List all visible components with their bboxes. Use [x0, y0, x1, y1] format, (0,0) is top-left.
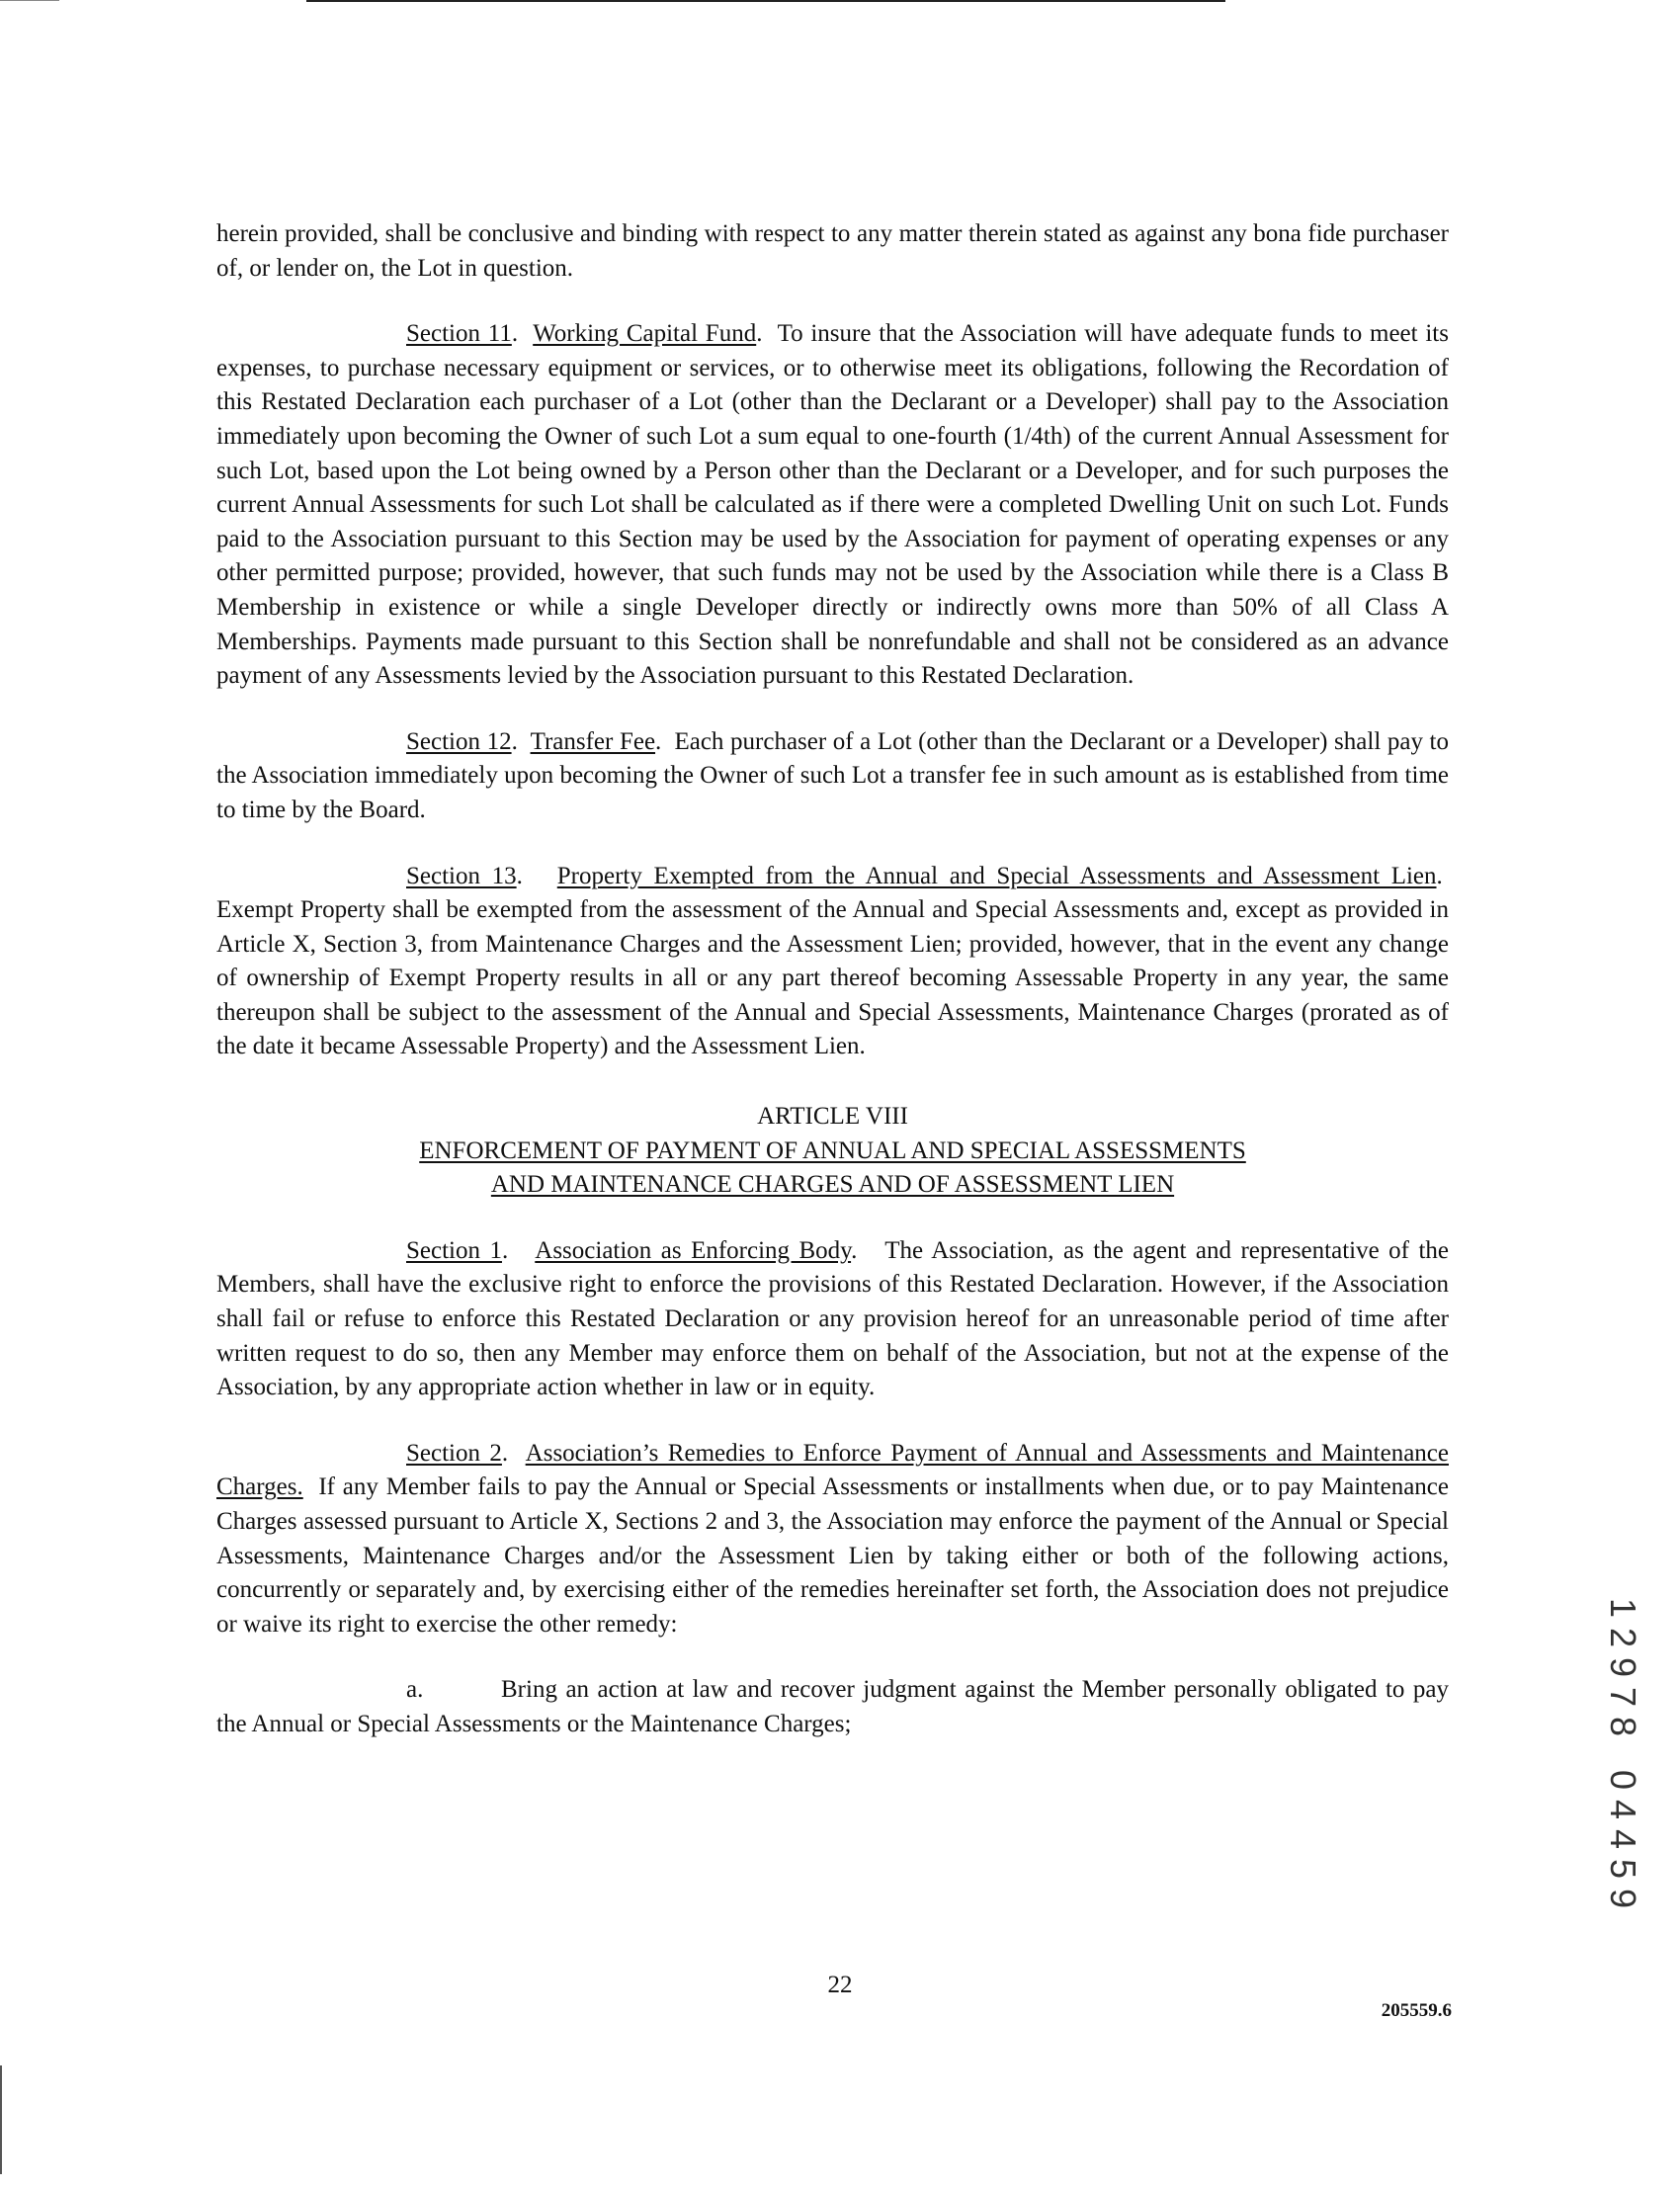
list-item-a-text: Bring an action at law and recover judgment against the Member personally obligated to pay the Annual or Special Assessments or the Maintenance Charges;	[216, 1676, 1449, 1737]
recording-stamp	[1603, 1593, 1642, 1913]
scan-left-mark	[0, 2065, 2, 2174]
section-12-paragraph: Section 12. Transfer Fee. Each purchaser of a Lot (other than the Declarant or a Developer) shall pay to the Association immediately upon becoming the Owner of such Lot a transfer fee in such amount as is established from time to time by the Board.	[216, 727, 1449, 823]
document-id: 205559.6	[1381, 2000, 1452, 2021]
stamp-digit: 8	[1603, 1716, 1643, 1737]
scan-edge-mark	[0, 0, 59, 1]
document-page	[216, 217, 1449, 1742]
stamp-digit: 9	[1603, 1888, 1643, 1909]
scan-top-rule	[306, 0, 1225, 2]
section-11-paragraph: Section 11. Working Capital Fund. To insure that the Association will have adequate funds to meet its expenses, to purchase necessary equipment or services, or to otherwise meet its obligations, following the Recordation of this Restated Declaration each purchaser of a Lot (other than the Declarant or a Developer) shall pay to the Association immediately upon becoming the Owner of such Lot a sum equal to one-fourth (1/4th) of the current Annual Assessment for such Lot, based upon the Lot being owned by a Person other than the Declarant or a Developer, and for such purposes the current Annual Assessments for such Lot shall be calculated as if there were a completed Dwelling Unit on such Lot. Funds paid to the Association pursuant to this Section may be used by the Association for payment of operating expenses or any other permitted purpose; provided, however, that such funds may not be used by the Association while there is a Class B Membership in existence or while a single Developer directly or indirectly owns more than 50% of all Class A Memberships. Payments made pursuant to this Section shall be nonrefundable and shall not be considered as an advance payment of any Assessments levied by the Association pursuant to this Restated Declaration.	[216, 320, 1449, 690]
list-item-a	[216, 1673, 1449, 1741]
article-section-1-title: Association as Enforcing Body	[535, 1236, 852, 1264]
article-section-2-title: Association’s Remedies to Enforce Payment of Annual and Assessments and Maintenance Charges.	[216, 1439, 1449, 1501]
section-12-title: Transfer Fee	[530, 727, 656, 755]
section-11-number: Section 11	[406, 320, 512, 348]
section-13-body: Exempt Property shall be exempted from the assessment of the Annual and Special Assessments and, except as provided in Article X, Section 3, from Maintenance Charges and the Assessment Lien; provided, however, that in the event any change of ownership of Exempt Property results in all or any part thereof becoming Assessable Property in any year, the same thereupon shall be subject to the assessment of the Annual and Special Assessments, Maintenance Charges (prorated as of the date it became Assessable Property) and the Assessment Lien.	[216, 896, 1449, 1060]
article-heading	[216, 1100, 1449, 1203]
article-title-line-2: AND MAINTENANCE CHARGES AND OF ASSESSMENT LIEN	[490, 1171, 1175, 1199]
section-13-title: Property Exempted from the Annual and Special Assessments and Assessment Lien	[556, 862, 1437, 889]
article-section-1-paragraph: Section 1. Association as Enforcing Body. The Association, as the agent and representative of the Members, shall have the exclusive right to enforce the provisions of this Restated Declaration. However, if the Association shall fail or refuse to enforce this Restated Declaration or any provision hereof for an unreasonable period of time after written request to do so, then any Member may enforce them on behalf of the Association, but not at the expense of the Association, by any appropriate action whether in law or in equity.	[216, 1236, 1449, 1401]
page-number: 22	[827, 1972, 853, 1998]
article-title-line-1: ENFORCEMENT OF PAYMENT OF ANNUAL AND SPECIAL ASSESSMENTS	[419, 1136, 1246, 1164]
section-12-body: Each purchaser of a Lot (other than the Declarant or a Developer) shall pay to the Association immediately upon becoming the Owner of such Lot a transfer fee in such amount as is established from time to time by the Board.	[216, 727, 1449, 823]
article-section-2-paragraph: Section 2. Association’s Remedies to Enforce Payment of Annual and Assessments and Maintenance Charges. If any Member fails to pay the Annual or Special Assessments or installments when due, or to pay Maintenance Charges assessed pursuant to Article X, Sections 2 and 3, the Association may enforce the payment of the Annual or Special Assessments, Maintenance Charges and/or the Assessment Lien by taking either or both of the following actions, concurrently or separately and, by exercising either of the remedies hereinafter set forth, the Association does not prejudice or waive its right to exercise the other remedy:	[216, 1439, 1449, 1638]
continuation-paragraph: herein provided, shall be conclusive and binding with respect to any matter therein stated as against any bona fide purchaser of, or lender on, the Lot in question.	[216, 220, 1449, 282]
article-section-2-body: If any Member fails to pay the Annual or Special Assessments or installments when due, or to pay Maintenance Charges assessed pursuant to Article X, Sections 2 and 3, the Association may enforce the payment of the Annual or Special Assessments, Maintenance Charges and/or the Assessment Lien by taking either or both of the following actions, concurrently or separately and, by exercising either of the remedies hereinafter set forth, the Association does not prejudice or waive its right to exercise the other remedy:	[216, 1473, 1449, 1638]
section-13-paragraph: Section 13. Property Exempted from the Annual and Special Assessments and Assessment Lien. Exempt Property shall be exempted from the assessment of the Annual and Special Assessments and, except as provided in Article X, Section 3, from Maintenance Charges and the Assessment Lien; provided, however, that in the event any change of ownership of Exempt Property results in all or any part thereof becoming Assessable Property in any year, the same thereupon shall be subject to the assessment of the Annual and Special Assessments, Maintenance Charges (prorated as of the date it became Assessable Property) and the Assessment Lien.	[216, 862, 1450, 1060]
stamp-digit: 5	[1603, 1858, 1643, 1880]
stamp-digit: 0	[1603, 1769, 1643, 1791]
section-11-body: To insure that the Association will have adequate funds to meet its expenses, to purchase necessary equipment or services, or to otherwise meet its obligations, following the Recordation of this Restated Declaration each purchaser of a Lot (other than the Declarant or a Developer) shall pay to the Association immediately upon becoming the Owner of such Lot a sum equal to one-fourth (1/4th) of the current Annual Assessment for such Lot, based upon the Lot being owned by a Person other than the Declarant or a Developer, and for such purposes the current Annual Assessments for such Lot shall be calculated as if there were a completed Dwelling Unit on such Lot. Funds paid to the Association pursuant to this Section may be used by the Association for payment of operating expenses or any other permitted purpose; provided, however, that such funds may not be used by the Association while there is a Class B Membership in existence or while a single Developer directly or indirectly owns more than 50% of all Class A Memberships. Payments made pursuant to this Section shall be nonrefundable and shall not be considered as an advance payment of any Assessments levied by the Association pursuant to this Restated Declaration.	[216, 320, 1449, 690]
section-13-number: Section 13	[406, 862, 517, 889]
stamp-digit: 4	[1603, 1799, 1643, 1820]
stamp-digit: 4	[1603, 1828, 1643, 1850]
stamp-digit: 2	[1603, 1627, 1643, 1648]
article-label: ARTICLE VIII	[757, 1103, 908, 1131]
article-section-1-body: The Association, as the agent and representative of the Members, shall have the exclusive right to enforce the provisions of this Restated Declaration. However, if the Association shall fail or refuse to enforce this Restated Declaration or any provision hereof for an unreasonable period of time after written request to do so, then any Member may enforce them on behalf of the Association, but not at the expense of the Association, by any appropriate action whether in law or in equity.	[216, 1236, 1449, 1401]
section-12-number: Section 12	[406, 727, 512, 755]
list-item-a-letter: a.	[406, 1676, 424, 1704]
section-11-title: Working Capital Fund	[533, 320, 757, 348]
stamp-digit: 9	[1603, 1656, 1643, 1678]
stamp-digit: 7	[1603, 1686, 1643, 1708]
article-section-2-number: Section 2	[406, 1439, 502, 1467]
stamp-digit: 1	[1603, 1597, 1643, 1619]
article-section-1-number: Section 1	[406, 1236, 502, 1264]
